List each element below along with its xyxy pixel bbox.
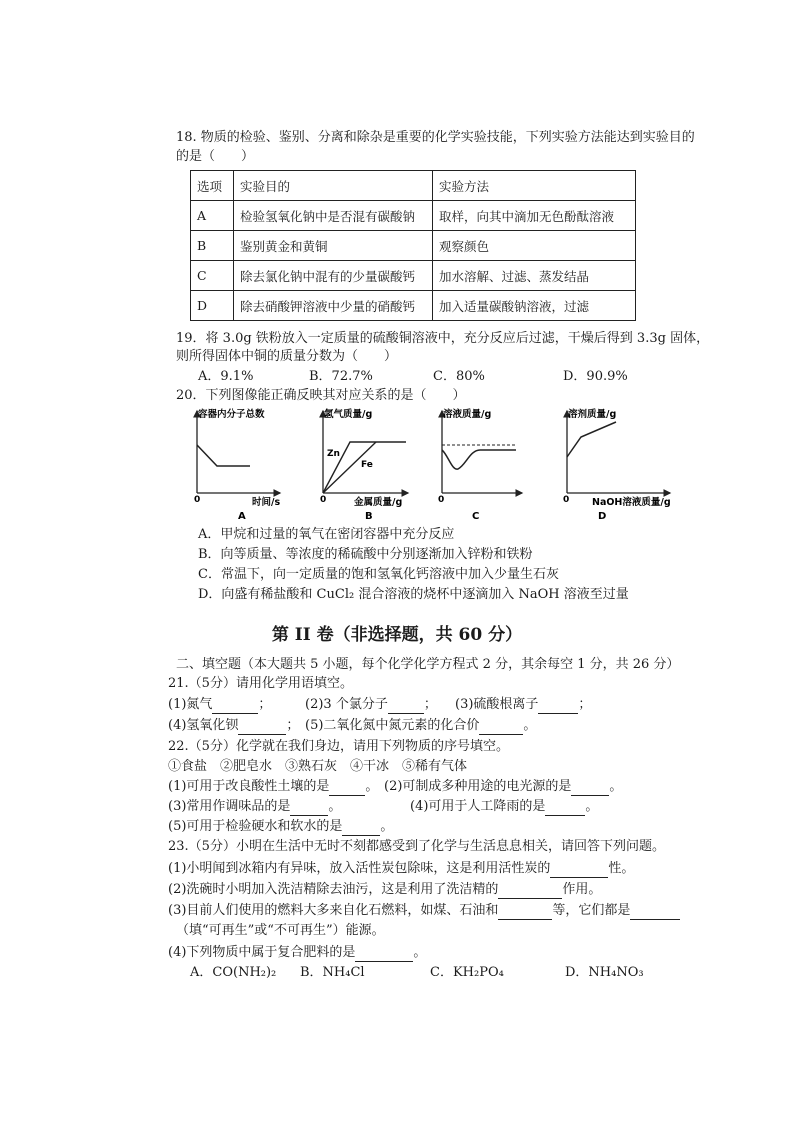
q23-option-b: B．NH₄Cl — [300, 965, 365, 980]
table-cell: A — [191, 201, 234, 231]
table-header-row — [191, 171, 636, 201]
q22-materials: ①食盐 ②肥皂水 ③熟石灰 ④干冰 ⑤稀有气体 — [168, 759, 468, 774]
table-cell: D — [191, 291, 234, 321]
q19-option-a: A．9.1% — [198, 369, 254, 384]
graph-a-ylabel: 容器内分子总数 — [198, 409, 265, 420]
q20-stem: 20．下列图像能正确反映其对应关系的是（ ） — [176, 388, 466, 403]
graph-b-origin: 0 — [320, 495, 327, 505]
q21-item-1: (1)氮气 ； — [168, 697, 272, 712]
q20-option-a: A．甲烷和过量的氧气在密闭容器中充分反应 — [198, 527, 455, 542]
q18-stem-line1: 18. 物质的检验、鉴别、分离和除杂是重要的化学实验技能，下列实验方法能达到实验目的 — [176, 130, 695, 145]
table-header-cell: 选项 — [191, 171, 234, 201]
q19-option-d: D．90.9% — [563, 369, 628, 384]
table-row — [191, 291, 636, 321]
q23-item-2: (2)洗碗时小明加入洗洁精除去油污，这是利用了洗洁精的 作用。 — [168, 882, 602, 897]
q22-item-5: (5)可用于检验硬水和软水的是 。 — [168, 819, 394, 834]
graph-a-xlabel: 时间/s — [252, 497, 281, 508]
table-cell: 取样，向其中滴加无色酚酞溶液 — [433, 201, 636, 231]
graph-a-origin: 0 — [194, 495, 201, 505]
q22-item-4: (4)可用于人工降雨的是 。 — [410, 799, 599, 814]
table-cell: 鉴别黄金和黄铜 — [234, 231, 433, 261]
table-row — [191, 231, 636, 261]
graph-a-letter: A — [238, 511, 246, 522]
table-cell: 检验氢氧化钠中是否混有碳酸钠 — [234, 201, 433, 231]
q19-option-c: C．80% — [433, 369, 485, 384]
graph-d-xlabel: NaOH溶液质量/g — [592, 497, 671, 508]
q23-option-d: D．NH₄NO₃ — [565, 965, 644, 980]
q20-option-c: C．常温下，向一定质量的饱和氢氧化钙溶液中加入少量生石灰 — [198, 567, 559, 582]
table-row — [191, 201, 636, 231]
graph-d — [563, 408, 671, 522]
q23-option-c: C．KH₂PO₄ — [430, 965, 504, 980]
q18-stem-line2: 的是（ ） — [176, 149, 255, 164]
graph-b-xlabel: 金属质量/g — [354, 497, 403, 508]
q22-item-2: (2)可制成多种用途的电光源的是 。 — [384, 779, 623, 794]
q19-stem-line2: 则所得固体中铜的质量分数为（ ） — [176, 349, 398, 364]
q23-item-3: (3)目前人们使用的燃料大多来自化石燃料，如煤、石油和 等，它们都是 — [168, 902, 680, 920]
graph-d-origin: 0 — [563, 495, 570, 505]
graph-b-ylabel: 氢气质量/g — [324, 409, 373, 420]
q21-item-4: (4)氢氧化钡 ； — [168, 718, 300, 733]
table-cell: 除去氯化钠中混有的少量碳酸钙 — [234, 261, 433, 291]
graph-d-ylabel: 溶剂质量/g — [568, 409, 617, 420]
q19-option-b: B．72.7% — [309, 369, 373, 384]
q23-item-1: (1)小明闻到冰箱内有异味，放入活性炭包除味，这是利用活性炭的 性。 — [168, 861, 635, 876]
section-2-title: 第 II 卷（非选择题，共 60 分） — [271, 625, 523, 645]
graph-b-letter: B — [365, 511, 373, 522]
q21-item-3: (3)硫酸根离子 ； — [455, 697, 592, 712]
table-cell: B — [191, 231, 234, 261]
graph-a-curve — [197, 445, 250, 466]
q21-item-2: (2)3 个氯分子 ； — [305, 697, 437, 712]
q21-item-5: (5)二氧化氮中氮元素的化合价 。 — [305, 718, 537, 733]
table-row — [191, 261, 636, 291]
q21-stem: 21.（5分）请用化学用语填空。 — [168, 676, 353, 691]
q19-stem-line1: 19．将 3.0g 铁粉放入一定质量的硫酸铜溶液中，充分反应后过滤，干燥后得到 3.3g 固体， — [176, 331, 710, 346]
graph-c-letter: C — [472, 511, 480, 522]
q18-table — [190, 170, 636, 321]
q20-option-d: D．向盛有稀盐酸和 CuCl₂ 混合溶液的烧杯中逐滴加入 NaOH 溶液至过量 — [198, 587, 629, 602]
table-cell: 观察颜色 — [433, 231, 636, 261]
table-cell: 加入适量碳酸钠溶液，过滤 — [433, 291, 636, 321]
graph-c-curve — [442, 450, 516, 469]
q20-option-b: B．向等质量、等浓度的稀硫酸中分别逐渐加入锌粉和铁粉 — [198, 547, 533, 562]
table-cell: 加水溶解、过滤、蒸发结晶 — [433, 261, 636, 291]
q22-item-1: (1)可用于改良酸性土壤的是 。 — [168, 779, 379, 794]
q23-item-4: (4)下列物质中属于复合肥料的是 。 — [168, 945, 427, 960]
graph-d-letter: D — [598, 511, 607, 522]
graph-c — [438, 408, 522, 522]
table-header-cell: 实验目的 — [234, 171, 433, 201]
q22-stem: 22.（5分）化学就在我们身边，请用下列物质的序号填空。 — [168, 739, 509, 754]
graph-c-origin: 0 — [438, 495, 445, 505]
graph-c-ylabel: 溶液质量/g — [443, 409, 492, 420]
q23-item-3-cont: （填“可再生”或“不可再生”）能源。 — [176, 923, 385, 938]
table-cell: 除去硝酸钾溶液中少量的硝酸钙 — [234, 291, 433, 321]
graph-b-zn-label: Zn — [327, 449, 340, 459]
graph-b — [320, 408, 408, 522]
graph-a — [194, 408, 280, 522]
table-header-cell: 实验方法 — [433, 171, 636, 201]
graph-d-curve — [567, 422, 616, 457]
q23-stem: 23.（5分）小明在生活中无时不刻都感受到了化学与生活息息相关，请回答下列问题。 — [168, 839, 665, 854]
table-cell: C — [191, 261, 234, 291]
q23-option-a: A．CO(NH₂)₂ — [190, 965, 277, 980]
graph-b-fe-label: Fe — [361, 460, 373, 470]
q22-item-3: (3)常用作调味品的是 。 — [168, 799, 342, 814]
section-2-intro: 二、填空题（本大题共 5 小题，每个化学化学方程式 2 分，其余每空 1 分，共 26 分） — [176, 657, 680, 672]
q20-graphs — [180, 405, 680, 525]
